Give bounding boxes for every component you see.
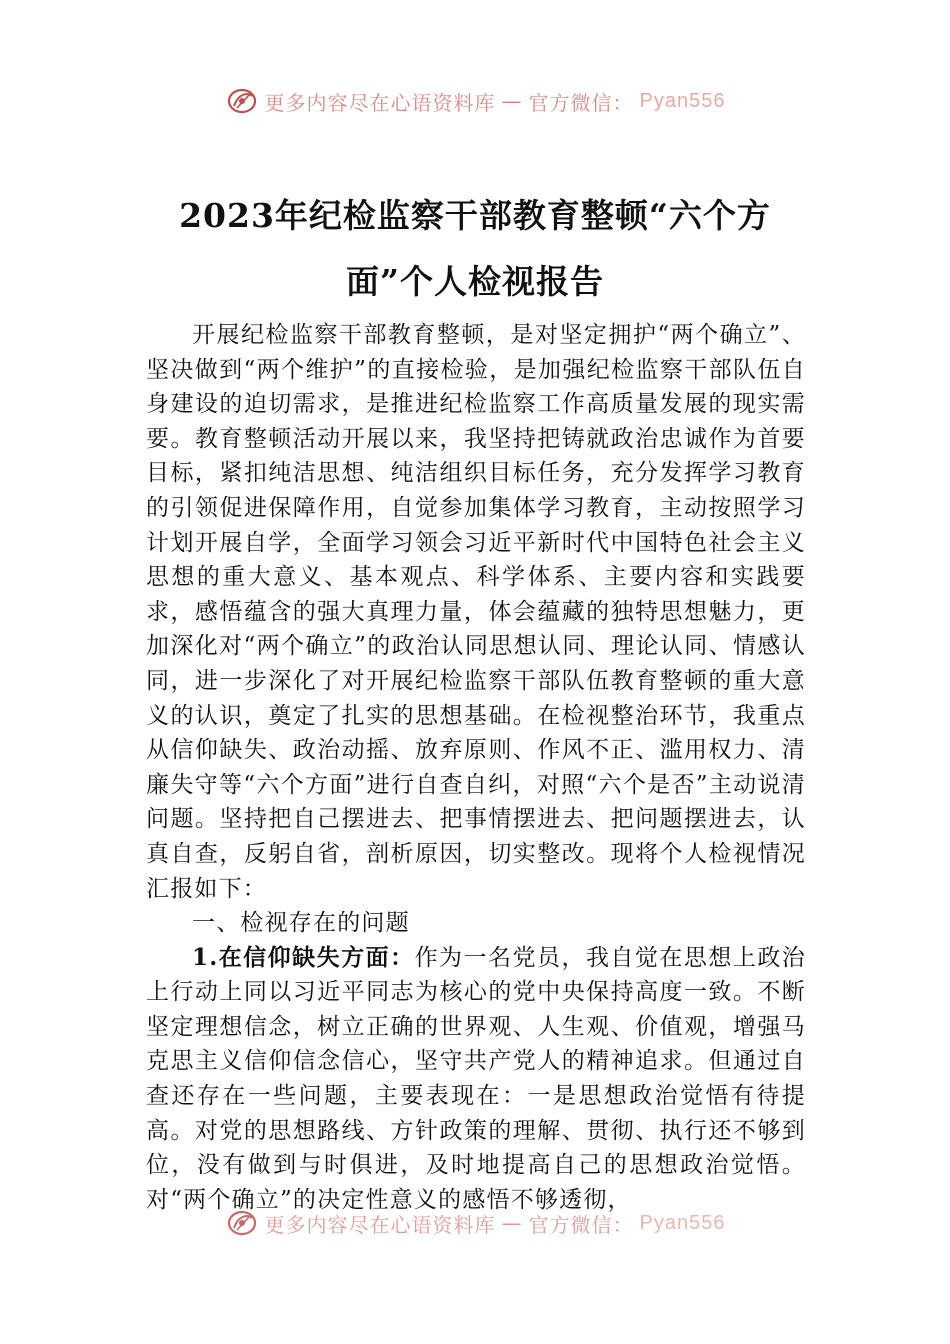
document-body bbox=[146, 318, 806, 1217]
document-title-line-1: 2023年纪检监察干部教育整顿“六个方 bbox=[179, 196, 771, 235]
watermark-wechat-id: Pyan556 bbox=[639, 89, 726, 112]
stamp-logo-icon bbox=[225, 1208, 259, 1238]
watermark-text: 更多内容尽在心语资料库 bbox=[264, 1212, 496, 1237]
watermark-dash: — bbox=[501, 1211, 523, 1235]
watermark-wechat-id: Pyan556 bbox=[639, 1211, 726, 1234]
watermark-text: 更多内容尽在心语资料库 bbox=[264, 90, 496, 115]
watermark-wechat-label: 官方微信： bbox=[528, 90, 634, 115]
watermark-wechat-label: 官方微信： bbox=[528, 1212, 634, 1237]
watermark-top bbox=[0, 86, 950, 116]
section-heading: 一、检视存在的问题 bbox=[192, 910, 410, 937]
watermark-bottom bbox=[0, 1208, 950, 1238]
item-1-text: 作为一名党员，我自觉在思想上政治上行动上同以习近平同志为核心的党中央保持高度一致。不断坚定理想信念，树立正确的世界观、人生观、价值观，增强马克思主义信仰信念信心，坚守共产党人的精神追求。但通过自查还存在一些问题，主要表现在：一是思想政治觉悟有待提高。对党的思想路线、方针政策的理解、贯彻、执行还不够到位，没有做到与时俱进，及时地提高自己的思想政治觉悟。对“两个确立”的决定性意义的感悟不够透彻， bbox=[146, 944, 807, 1213]
stamp-logo-icon bbox=[225, 86, 259, 116]
watermark-dash: — bbox=[501, 89, 523, 113]
item-1-lead: 1.在信仰缺失方面： bbox=[192, 943, 415, 971]
document-title-line-2: 面”个人检视报告 bbox=[346, 262, 604, 301]
intro-paragraph: 开展纪检监察干部教育整顿，是对坚定拥护“两个确立”、坚决做到“两个维护”的直接检验，是加强纪检监察干部队伍自身建设的迫切需求，是推进纪检监察工作高质量发展的现实需要。教育整顿活动开展以来，我坚持把铸就政治忠诚作为首要目标，紧扣纯洁思想、纯洁组织目标任务，充分发挥学习教育的引领促进保障作用，自觉参加集体学习教育，主动按照学习计划开展自学，全面学习领会习近平新时代中国特色社会主义思想的重大意义、基本观点、科学体系、主要内容和实践要求，感悟蕴含的强大真理力量，体会蕴藏的独特思想魅力，更加深化对“两个确立”的政治认同思想认同、理论认同、情感认同，进一步深化了对开展纪检监察干部队伍教育整顿的重大意义的认识，奠定了扎实的思想基础。在检视整治环节，我重点从信仰缺失、政治动摇、放弃原则、作风不正、滥用权力、清廉失守等“六个方面”进行自查自纠，对照“六个是否”主动说清问题。坚持把自己摆进去、把事情摆进去、把问题摆进去，认真自查，反躬自省，剖析原因，切实整改。现将个人检视情况汇报如下： bbox=[146, 322, 806, 902]
item-1-paragraph bbox=[146, 941, 806, 1218]
